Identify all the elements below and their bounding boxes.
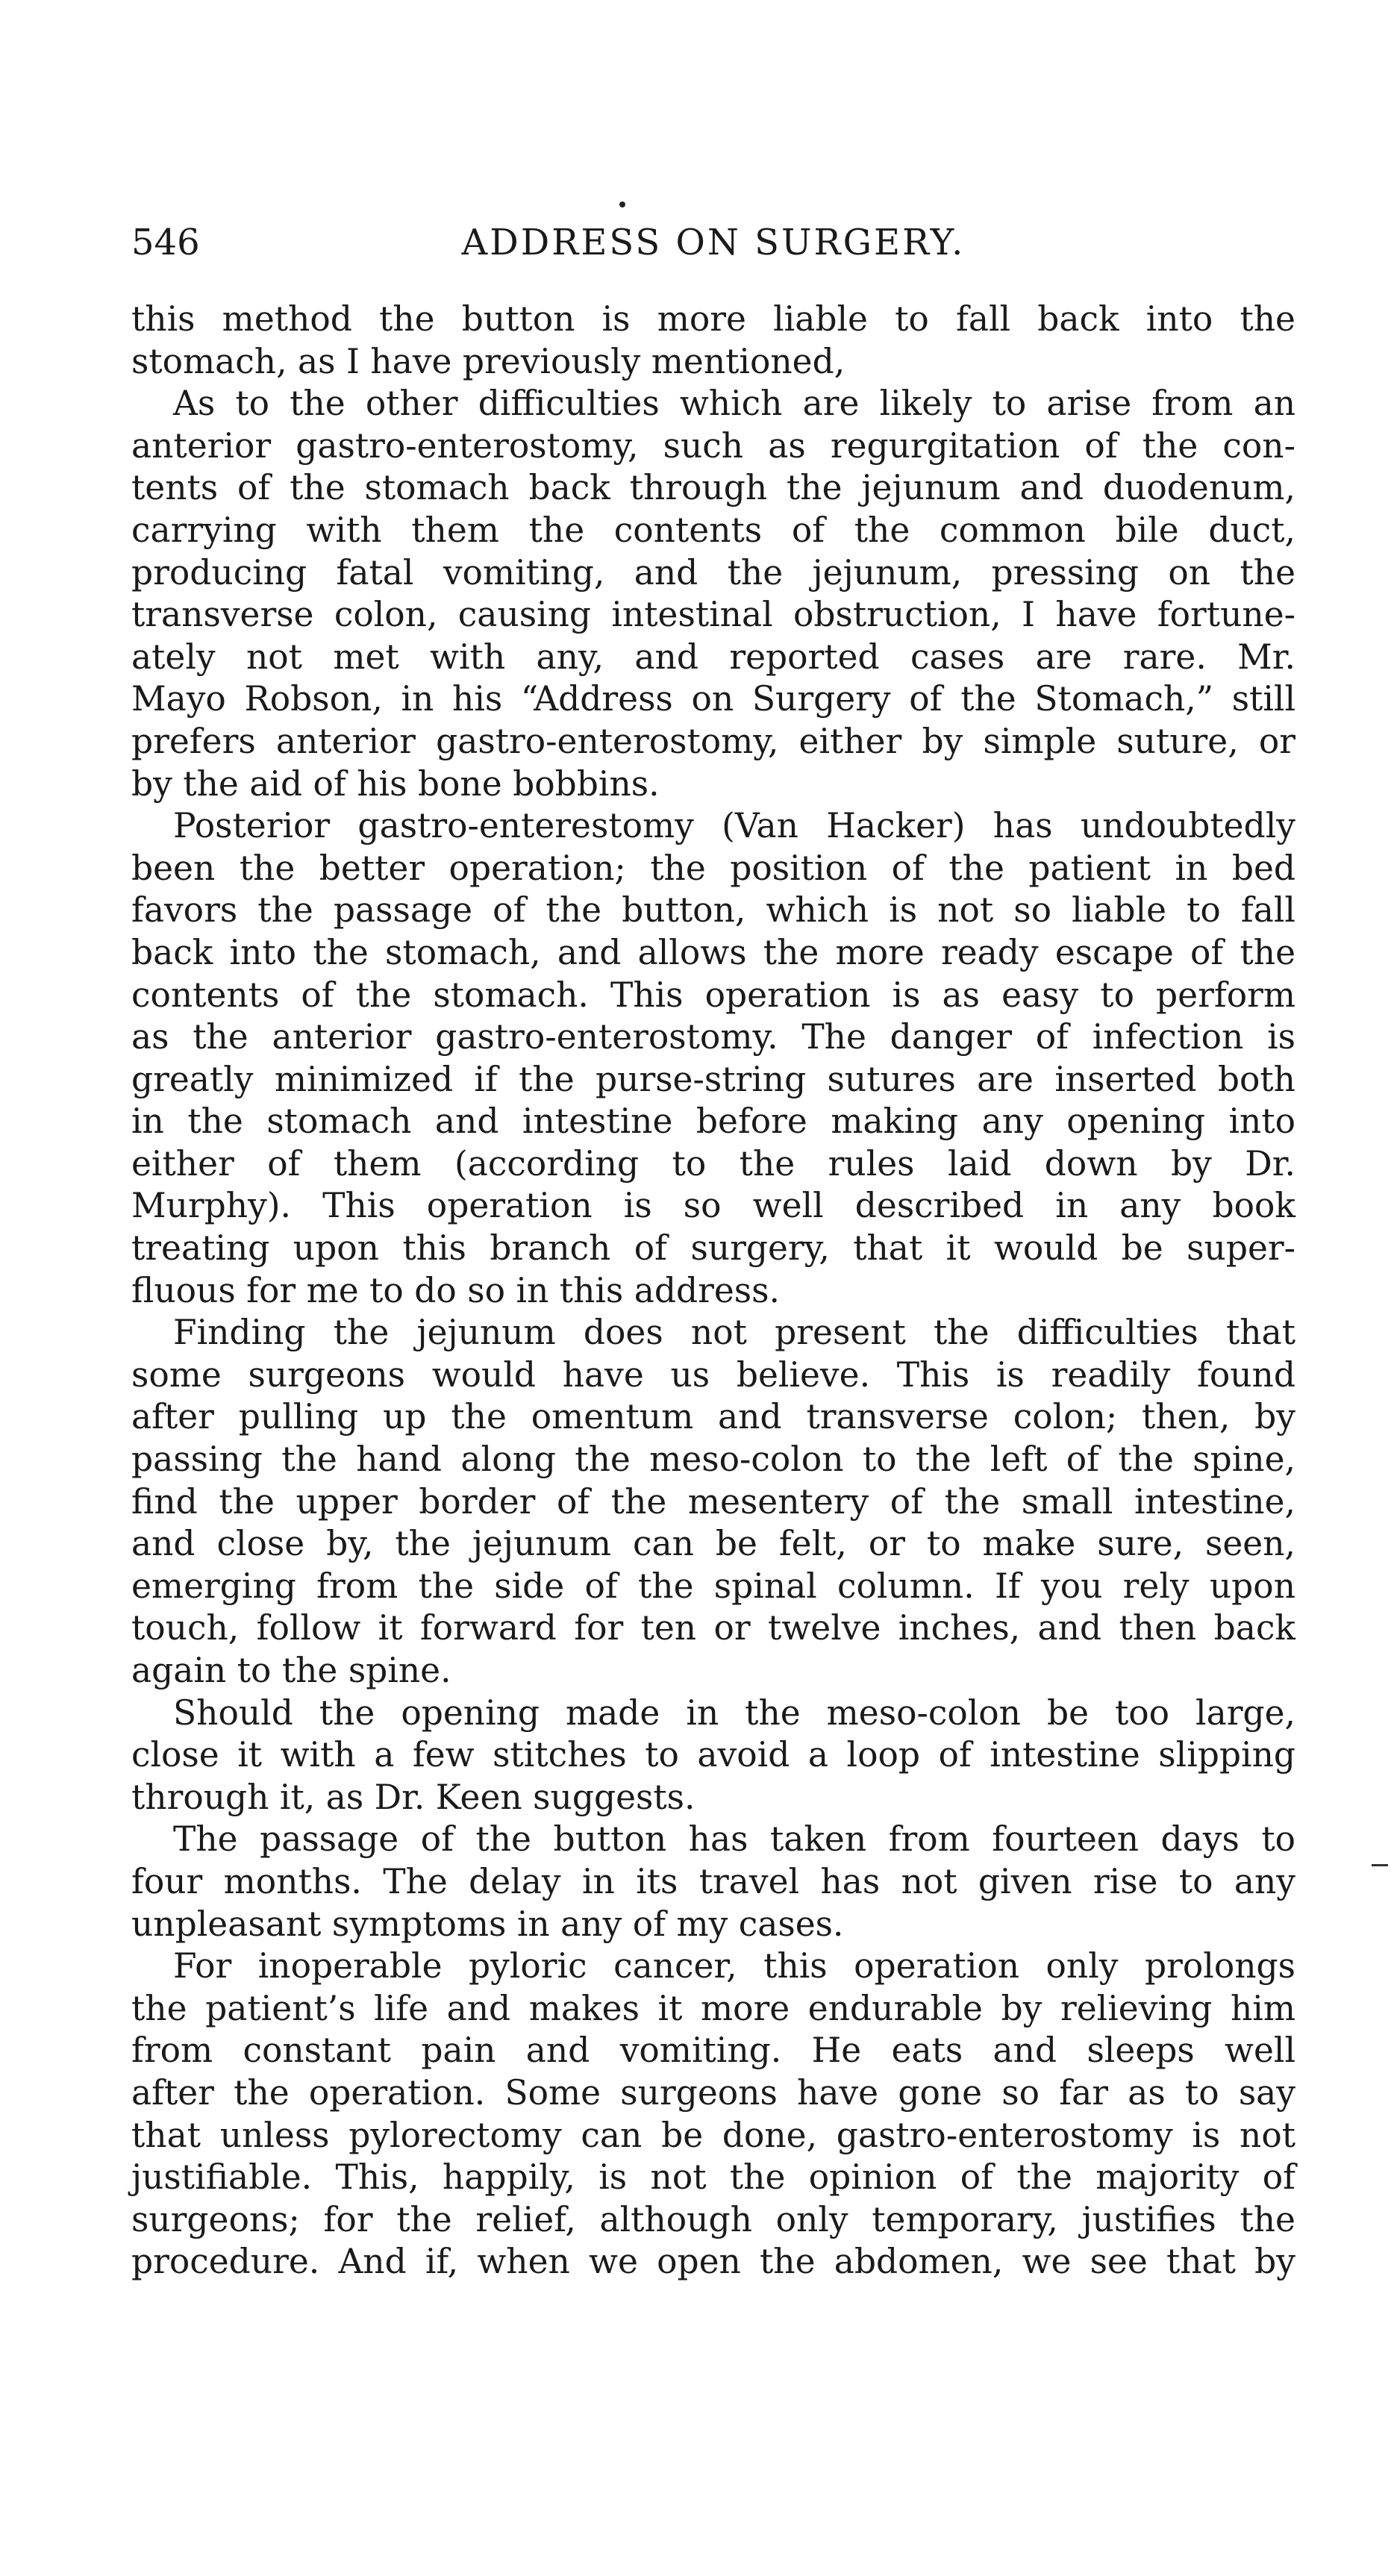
text-line: justifiable. This, happily, is not the opinion of the majority of <box>131 2157 1295 2198</box>
text-line: contents of the stomach. This operation is as easy to perform <box>131 975 1295 1015</box>
text-line: Posterior gastro-enterestomy (Van Hacker) has undoubtedly <box>173 806 1295 846</box>
text-line: after the operation. Some surgeons have gone so far as to say <box>131 2072 1295 2113</box>
running-head <box>131 216 1295 269</box>
text-line: Murphy). This operation is so well described in any book <box>131 1186 1295 1226</box>
text-line: this method the button is more liable to fall back into the <box>131 299 1295 339</box>
text-line: touch, follow it forward for ten or twelve inches, and then back <box>131 1608 1295 1648</box>
text-line: as the anterior gastro-enterostomy. The danger of infection is <box>131 1017 1295 1057</box>
text-line: Mayo Robson, in his “Address on Surgery of the Stomach,” still <box>131 679 1295 719</box>
text-line: passing the hand along the meso-colon to the left of the spine, <box>131 1439 1295 1480</box>
body-text <box>131 298 1295 2283</box>
text-line: after pulling up the omentum and transverse colon; then, by <box>131 1397 1295 1437</box>
text-line: The passage of the button has taken from fourteen days to <box>173 1819 1295 1860</box>
text-line: treating upon this branch of surgery, that it would be super- <box>131 1228 1295 1269</box>
text-line: ately not met with any, and reported cases are rare. Mr. <box>131 637 1295 677</box>
text-line: find the upper border of the mesentery of the small intestine, <box>131 1481 1295 1522</box>
text-line: procedure. And if, when we open the abdomen, we see that by <box>131 2242 1295 2282</box>
text-line: For inoperable pyloric cancer, this operation only prolongs <box>173 1946 1295 1986</box>
text-line: the patient’s life and makes it more endurable by relieving him <box>131 1988 1295 2028</box>
text-line: fluous for me to do so in this address. <box>131 1270 780 1310</box>
page-number: 546 <box>131 222 200 263</box>
text-line: some surgeons would have us believe. This is readily found <box>131 1354 1295 1395</box>
margin-dash-mark <box>1372 1864 1388 1866</box>
text-line: prefers anterior gastro-enterostomy, either by simple suture, or <box>131 721 1295 761</box>
text-line: stomach, as I have previously mentioned, <box>131 341 845 381</box>
text-line: through it, as Dr. Keen suggests. <box>131 1777 696 1817</box>
running-title: ADDRESS ON SURGERY. <box>461 222 966 263</box>
text-line: carrying with them the contents of the common bile duct, <box>131 510 1295 550</box>
text-line: transverse colon, causing intestinal obstruction, I have fortune- <box>131 595 1295 635</box>
text-line: Should the opening made in the meso-colon be too large, <box>173 1692 1295 1733</box>
text-line: favors the passage of the button, which is not so liable to fall <box>131 890 1295 931</box>
text-line: back into the stomach, and allows the more ready escape of the <box>131 932 1295 972</box>
text-line: emerging from the side of the spinal column. If you rely upon <box>131 1566 1295 1606</box>
text-line: greatly minimized if the purse-string sutures are inserted both <box>131 1059 1295 1099</box>
text-line: anterior gastro-enterostomy, such as regurgitation of the con- <box>131 425 1295 466</box>
text-line: and close by, the jejunum can be felt, or to make sure, seen, <box>131 1524 1295 1564</box>
text-line: surgeons; for the relief, although only temporary, justifies the <box>131 2199 1295 2239</box>
text-line: producing fatal vomiting, and the jejunum, pressing on the <box>131 552 1295 593</box>
text-line: Finding the jejunum does not present the difficulties that <box>173 1313 1295 1353</box>
text-line: been the better operation; the position of the patient in bed <box>131 848 1295 888</box>
text-line: that unless pylorectomy can be done, gastro-enterostomy is not <box>131 2115 1295 2155</box>
text-line: tents of the stomach back through the jejunum and duodenum, <box>131 468 1295 508</box>
text-line: either of them (according to the rules laid down by Dr. <box>131 1143 1295 1184</box>
text-line: by the aid of his bone bobbins. <box>131 763 660 804</box>
printer-mark-dot <box>619 201 625 207</box>
text-line: unpleasant symptoms in any of my cases. <box>131 1904 844 1944</box>
text-line: again to the spine. <box>131 1651 451 1690</box>
text-line: As to the other difficulties which are likely to arise from an <box>173 384 1295 424</box>
text-line: in the stomach and intestine before making any opening into <box>131 1101 1295 1142</box>
text-line: close it with a few stitches to avoid a loop of intestine slipping <box>131 1735 1295 1775</box>
text-line: from constant pain and vomiting. He eats and sleeps well <box>131 2031 1295 2071</box>
text-line: four months. The delay in its travel has not given rise to any <box>131 1861 1295 1901</box>
